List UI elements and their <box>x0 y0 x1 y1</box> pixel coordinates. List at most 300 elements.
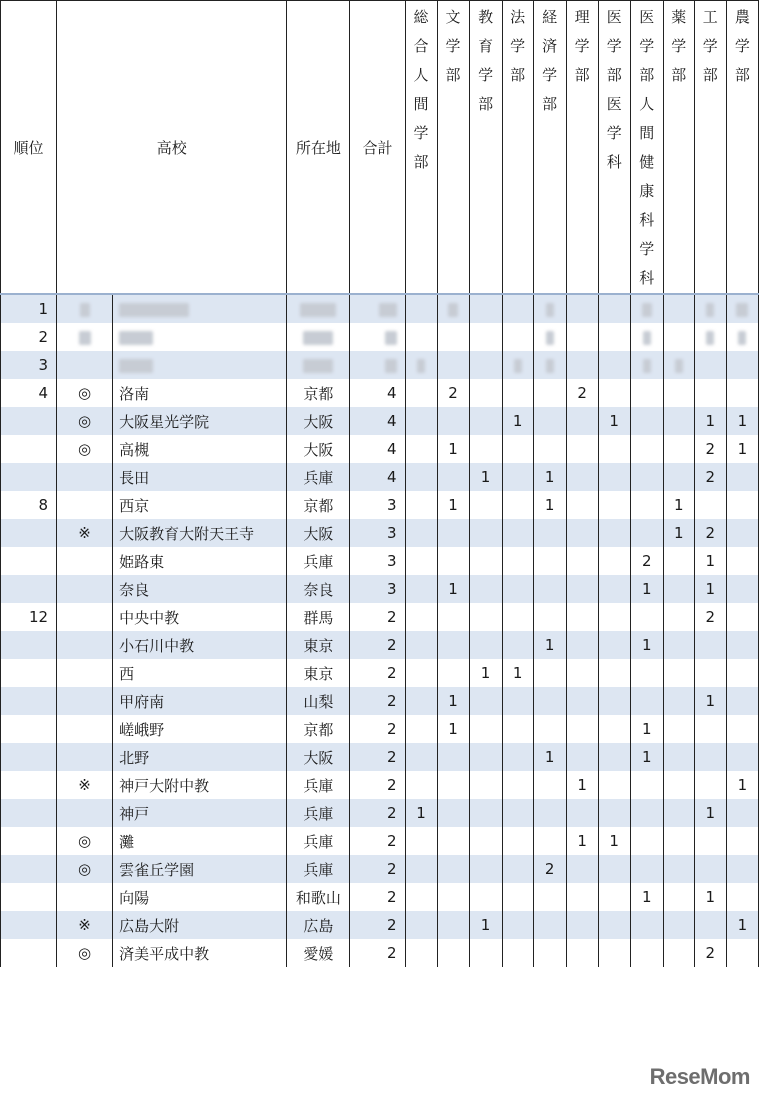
redacted-block <box>417 359 425 373</box>
count-cell <box>405 323 437 351</box>
redacted-block <box>119 359 153 373</box>
count-cell: 1 <box>726 911 758 939</box>
mark-cell <box>57 575 113 603</box>
school-cell: 甲府南 <box>113 687 287 715</box>
count-cell <box>630 323 663 351</box>
header-faculty-label: 総 合 人 間 学 部 <box>413 8 429 171</box>
count-cell <box>469 351 502 379</box>
count-cell <box>663 379 694 407</box>
count-cell <box>694 911 726 939</box>
location-cell: 東京 <box>287 659 350 687</box>
count-cell <box>630 379 663 407</box>
count-cell <box>437 883 469 911</box>
header-faculty <box>598 1 630 295</box>
header-faculty <box>663 1 694 295</box>
header-faculty-label: 文 学 部 <box>445 8 461 84</box>
count-cell <box>598 323 630 351</box>
table-row <box>1 883 759 911</box>
location-cell: 奈良 <box>287 575 350 603</box>
header-faculty <box>502 1 533 295</box>
mark-cell <box>57 799 113 827</box>
total-cell: 2 <box>350 827 405 855</box>
count-cell <box>502 294 533 323</box>
redacted-block <box>706 331 714 345</box>
count-cell <box>469 855 502 883</box>
count-cell <box>533 715 566 743</box>
count-cell <box>663 771 694 799</box>
count-cell <box>598 575 630 603</box>
count-cell <box>630 799 663 827</box>
table-row <box>1 743 759 771</box>
count-cell: 1 <box>437 715 469 743</box>
count-cell <box>469 407 502 435</box>
count-cell <box>726 491 758 519</box>
count-cell <box>726 687 758 715</box>
count-cell <box>437 294 469 323</box>
count-cell <box>469 743 502 771</box>
count-cell: 1 <box>630 575 663 603</box>
school-cell: 北野 <box>113 743 287 771</box>
count-cell <box>469 435 502 463</box>
school-cell: 神戸 <box>113 799 287 827</box>
location-cell: 兵庫 <box>287 827 350 855</box>
count-cell <box>469 491 502 519</box>
count-cell <box>598 939 630 967</box>
rank-cell <box>1 463 57 491</box>
count-cell <box>405 491 437 519</box>
count-cell <box>726 463 758 491</box>
count-cell <box>405 827 437 855</box>
header-faculty-label: 経 済 学 部 <box>542 8 558 113</box>
rank-cell <box>1 631 57 659</box>
mark-cell <box>57 659 113 687</box>
count-cell: 1 <box>469 659 502 687</box>
count-cell <box>533 294 566 323</box>
header-faculty <box>533 1 566 295</box>
count-cell <box>598 911 630 939</box>
rank-cell <box>1 519 57 547</box>
count-cell <box>694 631 726 659</box>
count-cell: 1 <box>694 575 726 603</box>
count-cell: 1 <box>437 575 469 603</box>
mark-cell <box>57 547 113 575</box>
count-cell <box>437 771 469 799</box>
count-cell <box>663 575 694 603</box>
school-cell: 高槻 <box>113 435 287 463</box>
count-cell <box>598 659 630 687</box>
count-cell <box>726 939 758 967</box>
table-row <box>1 939 759 967</box>
count-cell <box>598 491 630 519</box>
header-faculty-label: 理 学 部 <box>574 8 590 84</box>
school-cell: 雲雀丘学園 <box>113 855 287 883</box>
resemom-logo: ReseMom <box>649 1064 750 1089</box>
table-row <box>1 715 759 743</box>
count-cell <box>566 855 598 883</box>
count-cell <box>630 491 663 519</box>
rank-cell <box>1 855 57 883</box>
count-cell <box>694 323 726 351</box>
location-cell: 広島 <box>287 911 350 939</box>
count-cell <box>405 603 437 631</box>
table-row <box>1 351 759 379</box>
location-cell <box>287 294 350 323</box>
count-cell <box>469 294 502 323</box>
count-cell <box>437 603 469 631</box>
count-cell: 1 <box>630 743 663 771</box>
header-location: 所在地 <box>287 1 350 295</box>
table-row <box>1 771 759 799</box>
count-cell <box>694 659 726 687</box>
count-cell <box>405 463 437 491</box>
count-cell <box>405 771 437 799</box>
count-cell: 1 <box>694 687 726 715</box>
rank-cell <box>1 911 57 939</box>
redacted-block <box>546 331 554 345</box>
count-cell: 1 <box>533 463 566 491</box>
table-row <box>1 519 759 547</box>
count-cell: 2 <box>694 519 726 547</box>
count-cell <box>566 883 598 911</box>
count-cell <box>469 883 502 911</box>
count-cell <box>469 771 502 799</box>
count-cell <box>726 659 758 687</box>
count-cell <box>663 799 694 827</box>
mark-cell <box>57 463 113 491</box>
count-cell: 2 <box>437 379 469 407</box>
count-cell: 1 <box>533 631 566 659</box>
rank-cell: 3 <box>1 351 57 379</box>
count-cell <box>437 547 469 575</box>
count-cell <box>566 575 598 603</box>
count-cell <box>533 435 566 463</box>
count-cell <box>630 771 663 799</box>
count-cell <box>405 547 437 575</box>
count-cell <box>469 547 502 575</box>
total-cell: 4 <box>350 379 405 407</box>
count-cell <box>533 799 566 827</box>
redacted-block <box>119 331 153 345</box>
count-cell <box>533 575 566 603</box>
table-header-row <box>1 1 759 295</box>
count-cell <box>533 351 566 379</box>
school-cell: 神戸大附中教 <box>113 771 287 799</box>
count-cell <box>469 715 502 743</box>
count-cell <box>663 631 694 659</box>
count-cell <box>598 799 630 827</box>
rank-cell <box>1 743 57 771</box>
count-cell <box>726 575 758 603</box>
total-cell: 2 <box>350 687 405 715</box>
count-cell <box>598 687 630 715</box>
total-cell <box>350 294 405 323</box>
rank-cell <box>1 771 57 799</box>
total-cell: 3 <box>350 547 405 575</box>
rank-cell: 2 <box>1 323 57 351</box>
count-cell: 2 <box>694 463 726 491</box>
school-cell: 洛南 <box>113 379 287 407</box>
count-cell <box>663 855 694 883</box>
count-cell <box>405 855 437 883</box>
total-cell: 2 <box>350 771 405 799</box>
count-cell: 2 <box>694 939 726 967</box>
redacted-block <box>643 359 651 373</box>
rank-cell <box>1 407 57 435</box>
count-cell <box>437 631 469 659</box>
count-cell <box>630 827 663 855</box>
count-cell: 1 <box>598 827 630 855</box>
header-faculty <box>630 1 663 295</box>
count-cell <box>502 939 533 967</box>
count-cell <box>726 743 758 771</box>
table-row <box>1 491 759 519</box>
count-cell <box>630 294 663 323</box>
count-cell <box>533 547 566 575</box>
count-cell <box>533 323 566 351</box>
count-cell <box>405 883 437 911</box>
count-cell <box>437 743 469 771</box>
header-faculty-label: 医 学 部 医 学 科 <box>606 8 622 171</box>
count-cell: 1 <box>437 491 469 519</box>
total-cell: 3 <box>350 491 405 519</box>
count-cell <box>502 771 533 799</box>
count-cell: 1 <box>630 715 663 743</box>
rank-cell: 12 <box>1 603 57 631</box>
location-cell: 兵庫 <box>287 855 350 883</box>
count-cell <box>437 827 469 855</box>
count-cell <box>502 687 533 715</box>
count-cell <box>630 911 663 939</box>
redacted-block <box>448 303 458 317</box>
rank-cell <box>1 827 57 855</box>
count-cell <box>663 463 694 491</box>
count-cell <box>469 379 502 407</box>
count-cell <box>663 743 694 771</box>
table-row <box>1 575 759 603</box>
location-cell: 京都 <box>287 715 350 743</box>
rank-cell <box>1 883 57 911</box>
total-cell <box>350 351 405 379</box>
redacted-block <box>79 331 91 345</box>
count-cell <box>533 827 566 855</box>
count-cell <box>502 323 533 351</box>
count-cell <box>566 799 598 827</box>
count-cell <box>469 631 502 659</box>
total-cell: 2 <box>350 659 405 687</box>
total-cell: 2 <box>350 799 405 827</box>
count-cell <box>694 771 726 799</box>
count-cell: 2 <box>694 603 726 631</box>
school-cell: 西京 <box>113 491 287 519</box>
count-cell <box>566 407 598 435</box>
count-cell: 2 <box>566 379 598 407</box>
count-cell <box>726 379 758 407</box>
location-cell: 群馬 <box>287 603 350 631</box>
mark-cell <box>57 743 113 771</box>
count-cell: 1 <box>694 547 726 575</box>
count-cell <box>694 855 726 883</box>
count-cell <box>502 827 533 855</box>
location-cell: 兵庫 <box>287 799 350 827</box>
total-cell: 3 <box>350 575 405 603</box>
header-faculty <box>437 1 469 295</box>
total-cell: 2 <box>350 715 405 743</box>
header-faculty-label: 薬 学 部 <box>671 8 687 84</box>
redacted-block <box>303 331 333 345</box>
count-cell <box>663 294 694 323</box>
total-cell: 2 <box>350 939 405 967</box>
count-cell <box>405 351 437 379</box>
count-cell <box>469 799 502 827</box>
mark-cell <box>57 883 113 911</box>
count-cell <box>469 603 502 631</box>
count-cell: 1 <box>694 407 726 435</box>
count-cell <box>598 463 630 491</box>
school-cell: 中央中教 <box>113 603 287 631</box>
count-cell <box>726 883 758 911</box>
count-cell <box>405 519 437 547</box>
mark-cell: ◎ <box>57 939 113 967</box>
rank-cell <box>1 715 57 743</box>
count-cell <box>566 603 598 631</box>
count-cell <box>502 351 533 379</box>
location-cell: 京都 <box>287 379 350 407</box>
location-cell <box>287 323 350 351</box>
count-cell <box>694 743 726 771</box>
count-cell <box>726 631 758 659</box>
count-cell: 1 <box>437 435 469 463</box>
count-cell <box>726 855 758 883</box>
count-cell <box>533 659 566 687</box>
count-cell <box>533 519 566 547</box>
count-cell: 1 <box>694 799 726 827</box>
redacted-block <box>385 359 397 373</box>
count-cell <box>469 519 502 547</box>
school-cell: 灘 <box>113 827 287 855</box>
count-cell <box>502 547 533 575</box>
redacted-block <box>119 303 189 317</box>
count-cell <box>502 491 533 519</box>
redacted-block <box>546 359 554 373</box>
count-cell <box>663 407 694 435</box>
count-cell: 1 <box>502 407 533 435</box>
rank-cell <box>1 435 57 463</box>
mark-cell: ◎ <box>57 407 113 435</box>
count-cell <box>598 519 630 547</box>
count-cell <box>405 743 437 771</box>
location-cell: 大阪 <box>287 407 350 435</box>
count-cell <box>469 827 502 855</box>
count-cell <box>598 547 630 575</box>
count-cell <box>405 631 437 659</box>
rank-cell: 1 <box>1 294 57 323</box>
count-cell <box>533 771 566 799</box>
count-cell <box>405 294 437 323</box>
header-rank: 順位 <box>1 1 57 295</box>
count-cell: 2 <box>630 547 663 575</box>
count-cell <box>598 351 630 379</box>
redacted-block <box>300 303 336 317</box>
count-cell <box>405 939 437 967</box>
rank-cell <box>1 799 57 827</box>
count-cell <box>437 855 469 883</box>
count-cell <box>566 491 598 519</box>
count-cell <box>502 603 533 631</box>
count-cell <box>630 939 663 967</box>
count-cell <box>469 939 502 967</box>
rank-cell: 4 <box>1 379 57 407</box>
count-cell: 1 <box>405 799 437 827</box>
count-cell <box>405 575 437 603</box>
mark-cell <box>57 631 113 659</box>
count-cell <box>533 379 566 407</box>
mark-cell: ◎ <box>57 379 113 407</box>
redacted-block <box>303 359 333 373</box>
count-cell <box>437 939 469 967</box>
header-faculty-label: 農 学 部 <box>734 8 750 84</box>
mark-cell <box>57 715 113 743</box>
table-row <box>1 435 759 463</box>
count-cell: 1 <box>663 491 694 519</box>
total-cell: 3 <box>350 519 405 547</box>
count-cell: 1 <box>630 631 663 659</box>
school-cell <box>113 294 287 323</box>
table-row <box>1 463 759 491</box>
count-cell <box>437 911 469 939</box>
count-cell <box>502 799 533 827</box>
count-cell <box>533 687 566 715</box>
redacted-block <box>643 331 651 345</box>
mark-cell: ※ <box>57 911 113 939</box>
count-cell <box>598 435 630 463</box>
count-cell <box>566 435 598 463</box>
count-cell <box>566 631 598 659</box>
count-cell <box>598 715 630 743</box>
count-cell: 1 <box>566 771 598 799</box>
count-cell <box>405 715 437 743</box>
count-cell <box>405 407 437 435</box>
redacted-block <box>385 331 397 345</box>
count-cell <box>630 463 663 491</box>
table-row <box>1 407 759 435</box>
count-cell <box>437 351 469 379</box>
count-cell <box>663 435 694 463</box>
count-cell <box>663 659 694 687</box>
redacted-block <box>706 303 714 317</box>
location-cell: 兵庫 <box>287 771 350 799</box>
count-cell <box>566 351 598 379</box>
table-row <box>1 294 759 323</box>
school-cell: 大阪星光学院 <box>113 407 287 435</box>
count-cell <box>694 491 726 519</box>
count-cell <box>502 519 533 547</box>
header-faculty-label: 法 学 部 <box>510 8 526 84</box>
redacted-block <box>675 359 683 373</box>
table-row <box>1 827 759 855</box>
header-faculty <box>566 1 598 295</box>
redacted-block <box>514 359 522 373</box>
count-cell <box>502 911 533 939</box>
school-cell: 広島大附 <box>113 911 287 939</box>
count-cell <box>726 827 758 855</box>
total-cell: 2 <box>350 631 405 659</box>
count-cell <box>502 715 533 743</box>
count-cell <box>630 407 663 435</box>
count-cell <box>726 323 758 351</box>
mark-cell <box>57 294 113 323</box>
count-cell <box>405 659 437 687</box>
header-faculty-label: 工 学 部 <box>702 8 718 84</box>
